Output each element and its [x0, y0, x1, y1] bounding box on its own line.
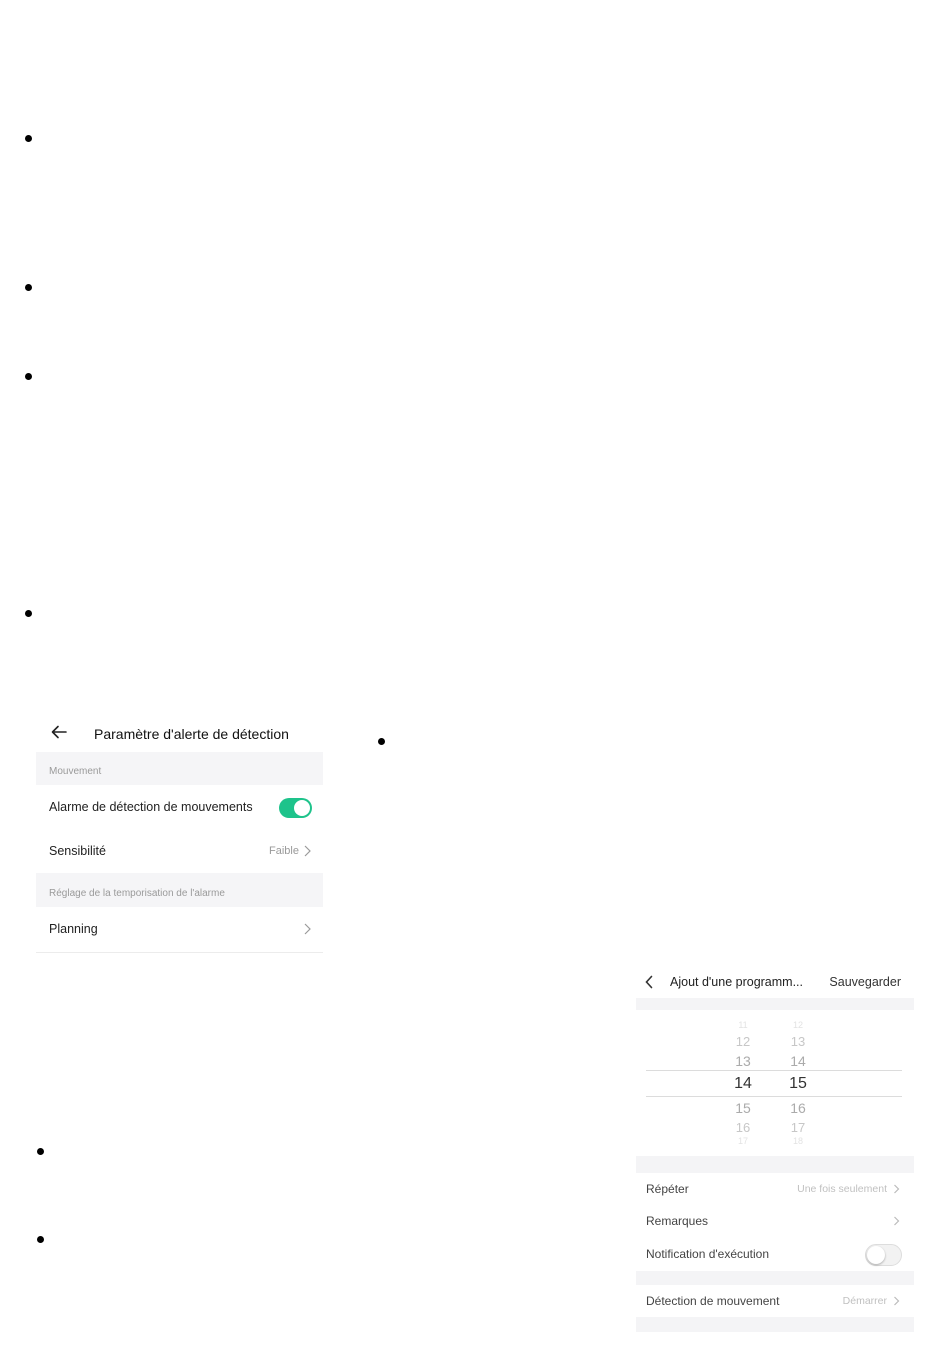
- sensitivity-value: Faible: [269, 845, 299, 857]
- sensitivity-row[interactable]: [36, 829, 323, 873]
- hour-option: 17: [737, 1136, 748, 1144]
- page-title: Paramètre d'alerte de détection: [94, 726, 289, 742]
- section-separator: [636, 1156, 914, 1173]
- detection-settings-screen: [36, 712, 323, 954]
- section-header-motion: Mouvement: [36, 752, 323, 785]
- hour-option: 13: [735, 1053, 751, 1069]
- motion-alarm-row: [36, 785, 323, 829]
- list-bullet: [25, 284, 32, 291]
- notes-label: Remarques: [646, 1214, 709, 1228]
- toggle-knob: [867, 1246, 885, 1264]
- hour-option: 15: [735, 1100, 751, 1116]
- list-bullet: [378, 738, 385, 745]
- header: [36, 712, 323, 752]
- minute-selected: 15: [789, 1075, 807, 1092]
- section-separator: [636, 1317, 914, 1332]
- section-header-timer: Réglage de la temporisation de l'alarme: [36, 873, 323, 907]
- back-arrow-icon[interactable]: [50, 723, 68, 741]
- chevron-right-icon: [302, 923, 312, 935]
- motion-detection-label: Détection de mouvement: [646, 1294, 780, 1308]
- hour-option: 11: [738, 1020, 748, 1030]
- hour-option: 12: [735, 1034, 751, 1049]
- repeat-row[interactable]: [636, 1173, 914, 1205]
- save-button[interactable]: Sauvegarder: [829, 975, 901, 989]
- minute-option: 18: [792, 1136, 803, 1144]
- minute-option: 16: [790, 1100, 806, 1116]
- repeat-label: Répéter: [646, 1182, 689, 1196]
- divider: [36, 952, 323, 953]
- chevron-right-icon: [893, 1216, 900, 1226]
- notes-row[interactable]: [636, 1205, 914, 1237]
- section-separator: [636, 998, 914, 1010]
- picker-selection-line-bottom: [646, 1096, 902, 1097]
- hour-option: 16: [735, 1120, 751, 1135]
- motion-detection-value: Démarrer: [842, 1295, 887, 1307]
- list-bullet: [37, 1148, 44, 1155]
- section-separator: [636, 1271, 914, 1285]
- header: [636, 966, 914, 998]
- chevron-right-icon: [893, 1184, 900, 1194]
- minute-option: 14: [790, 1053, 806, 1069]
- planning-row[interactable]: [36, 907, 323, 951]
- chevron-right-icon: [893, 1296, 900, 1306]
- motion-alarm-toggle[interactable]: [279, 798, 312, 818]
- minute-option: 13: [790, 1034, 806, 1049]
- notification-label: Notification d'exécution: [646, 1247, 770, 1261]
- add-schedule-screen: [636, 966, 914, 1332]
- minute-option: 17: [790, 1120, 806, 1135]
- list-bullet: [37, 1236, 44, 1243]
- page-title: Ajout d'une programm...: [670, 975, 804, 989]
- list-bullet: [25, 610, 32, 617]
- list-bullet: [25, 135, 32, 142]
- notification-toggle[interactable]: [865, 1244, 902, 1266]
- minute-option: 12: [792, 1020, 803, 1030]
- motion-alarm-label: Alarme de détection de mouvements: [49, 800, 253, 814]
- repeat-value: Une fois seulement: [797, 1183, 887, 1195]
- hour-selected: 14: [734, 1075, 752, 1092]
- list-bullet: [25, 373, 32, 380]
- chevron-right-icon: [302, 845, 312, 857]
- picker-selection-line-top: [646, 1070, 902, 1071]
- sensitivity-label: Sensibilité: [49, 844, 106, 858]
- toggle-knob: [294, 800, 310, 816]
- planning-label: Planning: [49, 922, 98, 936]
- back-chevron-icon[interactable]: [644, 975, 654, 989]
- time-picker[interactable]: [636, 1010, 914, 1156]
- notification-row: [636, 1238, 914, 1270]
- motion-detection-row[interactable]: [636, 1285, 914, 1317]
